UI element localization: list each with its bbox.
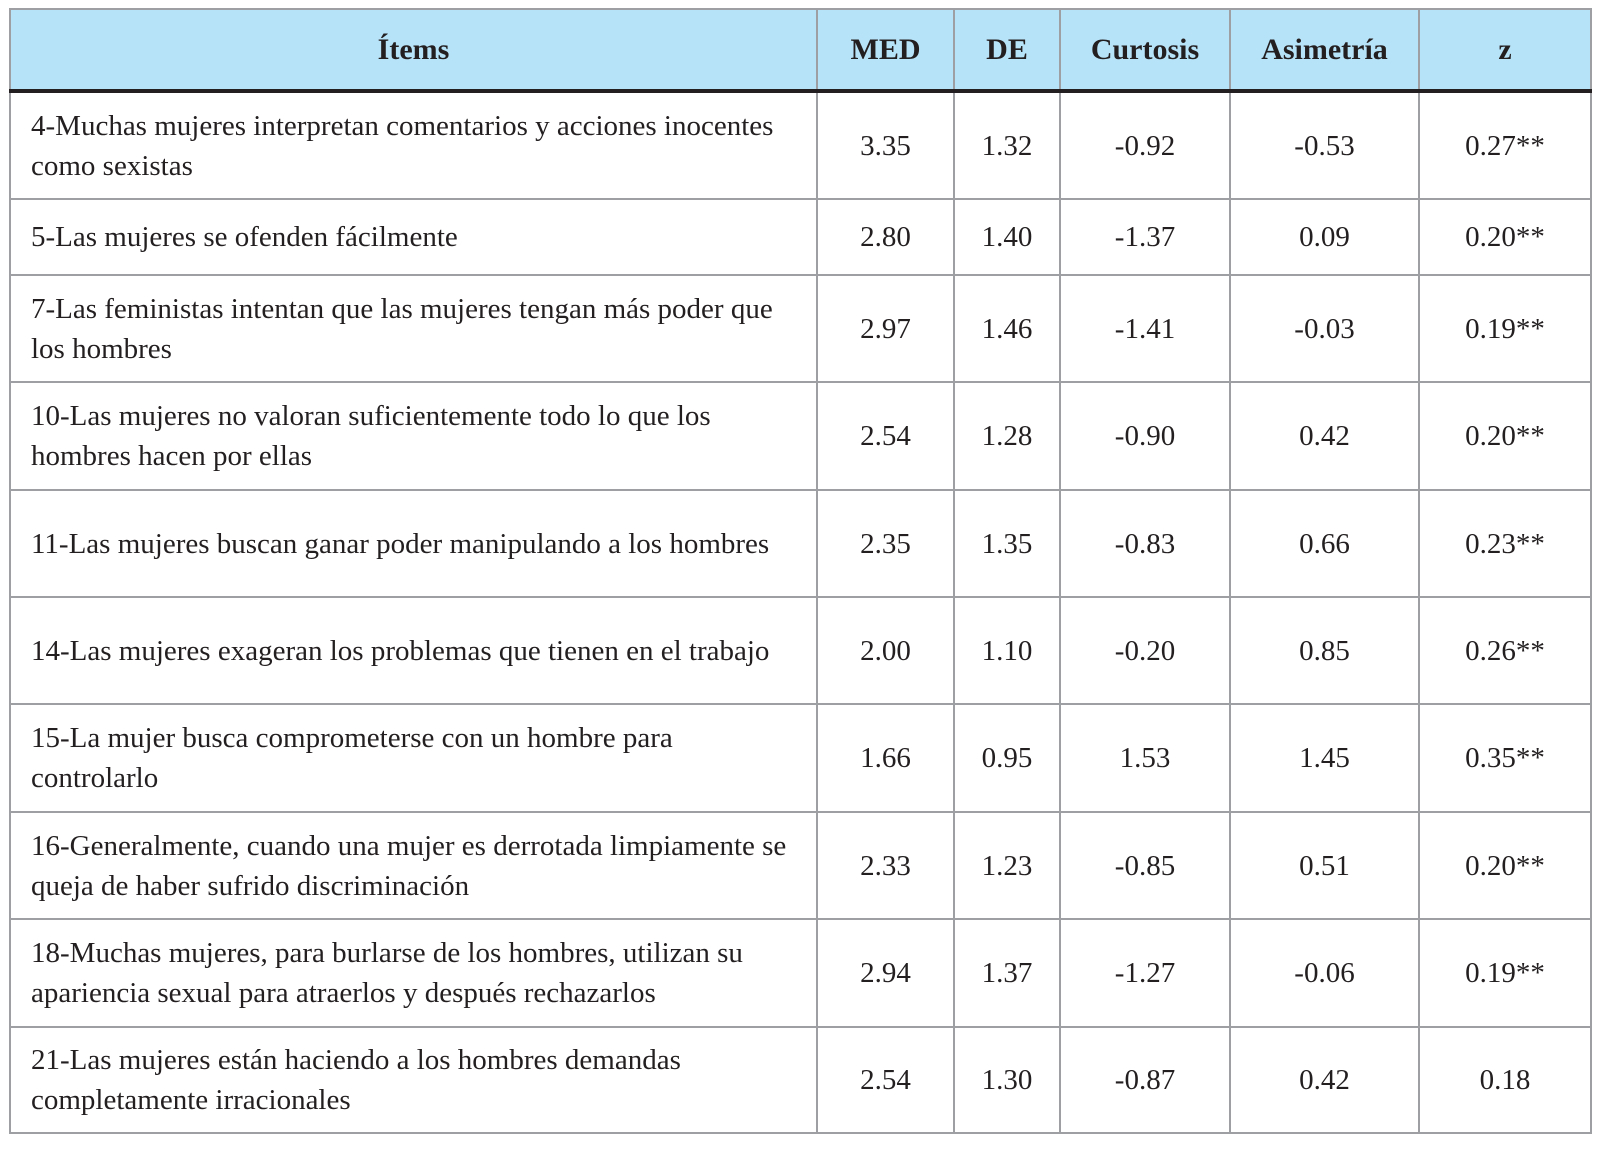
asimetria-cell: -0.53 [1230, 91, 1419, 199]
z-cell: 0.19** [1419, 919, 1591, 1027]
de-cell: 1.23 [954, 812, 1060, 919]
item-cell: 21-Las mujeres están haciendo a los hombres demandas completamente irracionales [10, 1027, 817, 1133]
header-curtosis: Curtosis [1060, 9, 1230, 91]
de-cell: 1.10 [954, 597, 1060, 704]
item-cell: 16-Generalmente, cuando una mujer es derrotada limpiamente se queja de haber sufrido discriminación [10, 812, 817, 919]
asimetria-cell: -0.03 [1230, 275, 1419, 382]
curtosis-cell: -1.41 [1060, 275, 1230, 382]
z-cell: 0.35** [1419, 704, 1591, 812]
curtosis-cell: -0.85 [1060, 812, 1230, 919]
table-row [10, 199, 1591, 275]
med-cell: 2.54 [817, 1027, 954, 1133]
table-row [10, 704, 1591, 812]
table-row [10, 1027, 1591, 1133]
asimetria-cell: 0.51 [1230, 812, 1419, 919]
z-cell: 0.20** [1419, 812, 1591, 919]
z-cell: 0.26** [1419, 597, 1591, 704]
curtosis-cell: -1.37 [1060, 199, 1230, 275]
table-row [10, 490, 1591, 597]
de-cell: 1.32 [954, 91, 1060, 199]
z-cell: 0.19** [1419, 275, 1591, 382]
item-cell: 7-Las feministas intentan que las mujeres tengan más poder que los hombres [10, 275, 817, 382]
curtosis-cell: -1.27 [1060, 919, 1230, 1027]
z-cell: 0.23** [1419, 490, 1591, 597]
header-z: z [1419, 9, 1591, 91]
item-cell: 5-Las mujeres se ofenden fácilmente [10, 199, 817, 275]
asimetria-cell: 0.42 [1230, 382, 1419, 490]
de-cell: 0.95 [954, 704, 1060, 812]
z-cell: 0.27** [1419, 91, 1591, 199]
med-cell: 2.00 [817, 597, 954, 704]
de-cell: 1.46 [954, 275, 1060, 382]
curtosis-cell: -0.92 [1060, 91, 1230, 199]
header-asimetria: Asimetría [1230, 9, 1419, 91]
header-med: MED [817, 9, 954, 91]
statistics-table [9, 8, 1592, 1134]
header-row [10, 9, 1591, 91]
med-cell: 1.66 [817, 704, 954, 812]
de-cell: 1.30 [954, 1027, 1060, 1133]
curtosis-cell: -0.83 [1060, 490, 1230, 597]
header-items: Ítems [10, 9, 817, 91]
curtosis-cell: -0.20 [1060, 597, 1230, 704]
item-cell: 10-Las mujeres no valoran suficientemente todo lo que los hombres hacen por ellas [10, 382, 817, 490]
med-cell: 2.94 [817, 919, 954, 1027]
curtosis-cell: 1.53 [1060, 704, 1230, 812]
asimetria-cell: 0.42 [1230, 1027, 1419, 1133]
z-cell: 0.18 [1419, 1027, 1591, 1133]
table-row [10, 382, 1591, 490]
med-cell: 2.35 [817, 490, 954, 597]
asimetria-cell: 0.66 [1230, 490, 1419, 597]
med-cell: 2.80 [817, 199, 954, 275]
item-cell: 18-Muchas mujeres, para burlarse de los hombres, utilizan su apariencia sexual para atraerlos y después rechazarlos [10, 919, 817, 1027]
de-cell: 1.28 [954, 382, 1060, 490]
z-cell: 0.20** [1419, 382, 1591, 490]
asimetria-cell: 0.09 [1230, 199, 1419, 275]
table-row [10, 91, 1591, 199]
table-row [10, 919, 1591, 1027]
table-row [10, 812, 1591, 919]
de-cell: 1.35 [954, 490, 1060, 597]
z-cell: 0.20** [1419, 199, 1591, 275]
item-cell: 11-Las mujeres buscan ganar poder manipulando a los hombres [10, 490, 817, 597]
header-de: DE [954, 9, 1060, 91]
curtosis-cell: -0.90 [1060, 382, 1230, 490]
asimetria-cell: 0.85 [1230, 597, 1419, 704]
asimetria-cell: -0.06 [1230, 919, 1419, 1027]
de-cell: 1.40 [954, 199, 1060, 275]
table-row [10, 597, 1591, 704]
item-cell: 4-Muchas mujeres interpretan comentarios y acciones inocentes como sexistas [10, 91, 817, 199]
curtosis-cell: -0.87 [1060, 1027, 1230, 1133]
item-cell: 15-La mujer busca comprometerse con un hombre para controlarlo [10, 704, 817, 812]
med-cell: 2.97 [817, 275, 954, 382]
med-cell: 3.35 [817, 91, 954, 199]
table-row [10, 275, 1591, 382]
de-cell: 1.37 [954, 919, 1060, 1027]
item-cell: 14-Las mujeres exageran los problemas que tienen en el trabajo [10, 597, 817, 704]
med-cell: 2.54 [817, 382, 954, 490]
med-cell: 2.33 [817, 812, 954, 919]
asimetria-cell: 1.45 [1230, 704, 1419, 812]
